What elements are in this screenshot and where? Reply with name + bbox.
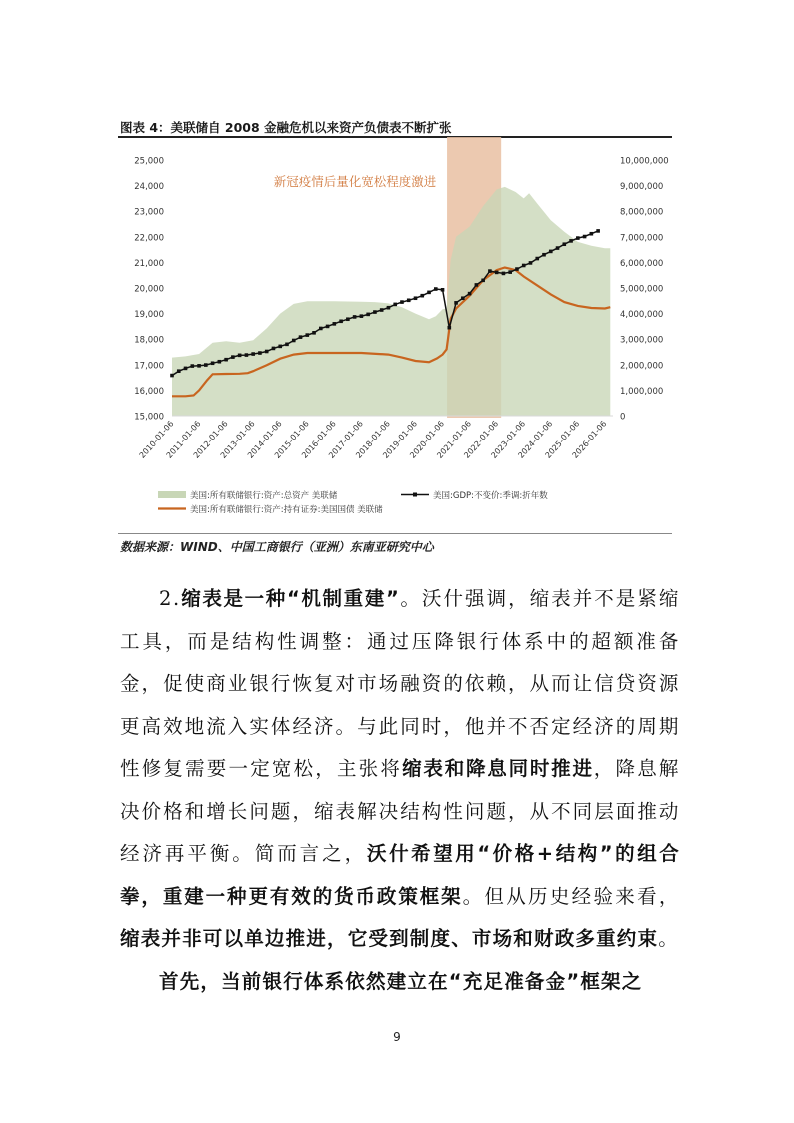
p1-bold-4: 缩表并非可以单边推进，它受到制度、市场和财政多重约束 xyxy=(120,927,659,950)
gdp-point xyxy=(535,257,539,261)
gdp-point xyxy=(468,292,472,296)
x-axis-tick-label: 2019-01-06 xyxy=(381,419,419,460)
source-rule xyxy=(118,533,672,534)
gdp-point xyxy=(475,283,479,287)
gdp-point xyxy=(292,339,296,343)
x-axis-tick-label: 2014-01-06 xyxy=(245,419,284,460)
gdp-point xyxy=(515,267,519,271)
gdp-point xyxy=(305,333,309,337)
right-axis-tick-label: 7,000,000 xyxy=(620,233,664,244)
gdp-point xyxy=(218,360,222,364)
gdp-point xyxy=(360,314,364,318)
figure-title: 图表 4：美联储自 2008 金融危机以来资产负债表不断扩张 xyxy=(120,120,452,135)
x-axis-tick-label: 2026-01-06 xyxy=(570,419,609,460)
left-axis-tick-label: 16,000 xyxy=(134,386,164,397)
p1-bold-3: 沃什希望用“价格+结构”的组合拳，重建一种更有效的货币政策框架 xyxy=(120,842,680,908)
left-axis-tick-label: 20,000 xyxy=(134,284,164,295)
left-axis-tick-label: 21,000 xyxy=(134,258,164,269)
gdp-point xyxy=(596,229,600,233)
gdp-point xyxy=(407,298,411,302)
p1-text-1: 。沃什强调，缩表并不是紧缩工具，而是结构性调整：通过压降银行体系中的超额准备金，促使商业银行恢复对市场融资的依赖，从而让信贷资源更高效地流入实体经济。与此同时，他并不否定经济的周期性修复需要一定宽松，主张将 xyxy=(120,587,680,780)
gdp-point xyxy=(508,270,512,274)
fed-balance-sheet-chart xyxy=(118,137,674,533)
body-text xyxy=(120,578,680,1003)
p2-bold-1: 首先，当前银行体系依然建立在“充足准备金”框架之 xyxy=(159,969,643,993)
right-axis-tick-label: 4,000,000 xyxy=(620,310,664,321)
left-axis-tick-label: 23,000 xyxy=(134,207,164,218)
left-axis-tick-label: 17,000 xyxy=(134,361,164,372)
paragraph-3 xyxy=(120,961,680,1004)
right-axis-tick-label: 3,000,000 xyxy=(620,335,664,346)
legend-swatch-area xyxy=(158,491,186,498)
left-axis-tick-label: 19,000 xyxy=(134,310,164,321)
gdp-point xyxy=(549,250,553,254)
p1-text-3: 。但从历史经验来看， xyxy=(462,884,680,908)
x-axis-tick-label: 2016-01-06 xyxy=(300,419,338,460)
gdp-point xyxy=(346,317,350,321)
right-axis-tick-label: 5,000,000 xyxy=(620,284,664,295)
x-axis-tick-label: 2010-01-06 xyxy=(137,419,176,460)
right-axis-tick-label: 6,000,000 xyxy=(620,258,664,269)
gdp-point xyxy=(251,352,255,356)
gdp-point xyxy=(353,315,357,319)
gdp-point xyxy=(339,319,343,323)
gdp-point xyxy=(420,294,424,298)
right-axis-tick-label: 9,000,000 xyxy=(620,182,664,193)
gdp-point xyxy=(211,361,215,365)
x-axis-tick-label: 2021-01-06 xyxy=(435,419,474,460)
gdp-point xyxy=(197,364,201,368)
gdp-point xyxy=(583,235,587,239)
gdp-point xyxy=(231,355,235,359)
p1-bold-1: 缩表是一种“机制重建” xyxy=(180,587,400,610)
series-total-assets-area xyxy=(172,187,610,416)
x-axis-tick-label: 2013-01-06 xyxy=(218,419,257,460)
gdp-point xyxy=(204,363,208,367)
p1-text-2: ，降息解决价格和增长问题，缩表解决结构性问题，从不同层面推动经济再平衡。简而言之， xyxy=(120,757,680,865)
gdp-point xyxy=(170,374,174,378)
gdp-point xyxy=(400,300,404,304)
right-axis-tick-label: 1,000,000 xyxy=(620,386,664,397)
right-axis-tick-label: 0 xyxy=(620,412,626,423)
legend-label: 美国:GDP:不变价:季调:折年数 xyxy=(433,491,548,501)
paragraph-2 xyxy=(120,578,680,961)
gdp-point xyxy=(502,272,506,276)
gdp-point xyxy=(495,271,499,275)
x-axis-tick-label: 2015-01-06 xyxy=(272,419,311,460)
gdp-point xyxy=(380,308,384,312)
gdp-point xyxy=(184,367,188,371)
legend-label: 美国:所有联储银行:资产:持有证券:美国国债 美联储 xyxy=(190,505,383,515)
gdp-point xyxy=(454,301,458,305)
page-number: 9 xyxy=(393,1030,401,1044)
x-axis-tick-label: 2020-01-06 xyxy=(408,419,447,460)
gdp-point xyxy=(373,310,377,314)
gdp-point xyxy=(278,345,282,349)
gdp-point xyxy=(461,296,465,300)
legend-label: 美国:所有联储银行:资产:总资产 美联储 xyxy=(190,491,338,501)
legend xyxy=(158,490,548,515)
gdp-point xyxy=(441,288,445,292)
x-axis-tick-label: 2011-01-06 xyxy=(164,419,203,460)
gdp-point xyxy=(285,343,289,347)
gdp-point xyxy=(576,236,580,240)
gdp-point xyxy=(522,264,526,268)
gdp-point xyxy=(393,303,397,307)
gdp-point xyxy=(542,253,546,257)
right-axis-tick-label: 8,000,000 xyxy=(620,207,664,218)
gdp-point xyxy=(556,246,560,250)
left-axis-tick-label: 25,000 xyxy=(134,156,164,167)
left-axis-tick-label: 15,000 xyxy=(134,412,164,423)
gdp-point xyxy=(177,369,181,373)
p1-text-4: 。 xyxy=(658,927,680,950)
legend-swatch-gdp-marker xyxy=(413,493,417,497)
gdp-point xyxy=(481,279,485,283)
x-axis-tick-label: 2018-01-06 xyxy=(354,419,392,460)
gdp-point xyxy=(258,351,262,355)
gdp-point xyxy=(265,350,269,354)
gdp-point xyxy=(590,232,594,236)
gdp-point xyxy=(488,269,492,273)
gdp-point xyxy=(272,347,276,351)
gdp-point xyxy=(434,287,438,291)
gdp-point xyxy=(319,327,323,331)
gdp-point xyxy=(366,313,370,317)
x-axis-tick-label: 2024-01-06 xyxy=(516,419,555,460)
x-axis-tick-label: 2023-01-06 xyxy=(489,419,528,460)
gdp-point xyxy=(387,306,391,310)
gdp-point xyxy=(299,335,303,339)
gdp-point xyxy=(448,326,452,330)
gdp-point xyxy=(224,358,228,362)
x-axis-tick-label: 2012-01-06 xyxy=(191,419,230,460)
x-axis-tick-label: 2017-01-06 xyxy=(327,419,365,460)
gdp-point xyxy=(414,296,418,300)
source-note: 数据来源：WIND、中国工商银行（亚洲）东南亚研究中心 xyxy=(120,540,434,554)
gdp-point xyxy=(563,242,567,246)
gdp-point xyxy=(427,291,431,295)
p1-bold-2: 缩表和降息同时推进 xyxy=(402,757,594,780)
left-axis-tick-label: 18,000 xyxy=(134,335,164,346)
gdp-point xyxy=(190,364,194,368)
p1-lead: 2. xyxy=(159,587,181,610)
gdp-point xyxy=(312,331,316,335)
gdp-point xyxy=(326,325,330,329)
left-axis-tick-label: 22,000 xyxy=(134,233,164,244)
right-axis-tick-label: 10,000,000 xyxy=(620,156,669,167)
gdp-point xyxy=(238,354,242,358)
x-axis-tick-label: 2022-01-06 xyxy=(462,419,501,460)
gdp-point xyxy=(245,353,249,357)
shaded-period-annotation: 新冠疫情后量化宽松程度激进 xyxy=(273,174,437,189)
gdp-point xyxy=(569,239,573,243)
left-axis-tick-label: 24,000 xyxy=(134,182,164,193)
gdp-point xyxy=(529,261,533,265)
right-axis-tick-label: 2,000,000 xyxy=(620,361,664,372)
gdp-point xyxy=(333,322,337,326)
x-axis-tick-label: 2025-01-06 xyxy=(543,419,582,460)
